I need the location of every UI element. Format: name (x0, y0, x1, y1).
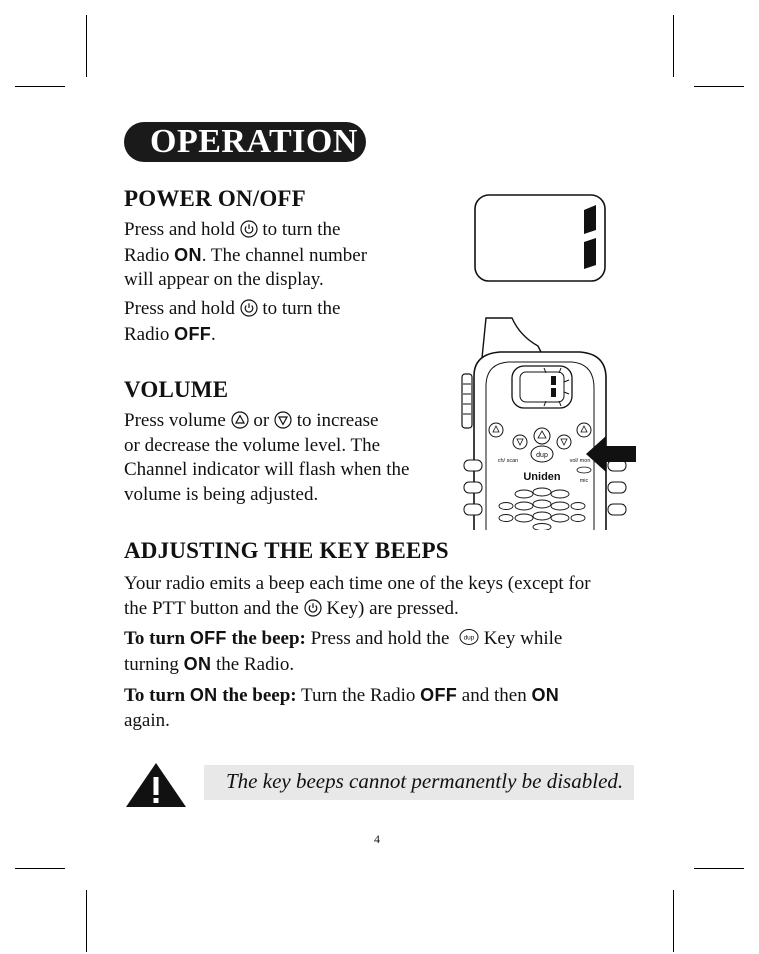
key-beeps-heading: ADJUSTING THE KEY BEEPS (124, 538, 449, 563)
svg-text:dup: dup (463, 634, 475, 642)
off-keyword: OFF (174, 323, 212, 344)
brand-logo: Uniden (523, 471, 561, 483)
volume-up-icon (231, 411, 249, 429)
page-number: 4 (374, 832, 380, 846)
turn-off-beep-paragraph: To turn OFF the beep: Press and hold the dup Key while turning ON the Radio. (124, 628, 563, 675)
ch-scan-label: ch/ scan (497, 458, 519, 464)
power-icon (240, 299, 258, 317)
volume-paragraph: Press volume or to increase or decrease the volume level. The Channel indicator will flash when the volume is being adjusted. (124, 410, 410, 505)
pointer-arrow-icon (586, 434, 638, 474)
volume-down-icon (274, 411, 292, 429)
vol-mon-label: vol/ mon (569, 458, 591, 464)
key-beeps-paragraph: Your radio emits a beep each time one of the keys (except for the PTT button and the Key) are pressed. (124, 573, 591, 619)
dup-key-icon (459, 628, 479, 646)
crop-mark (694, 868, 744, 869)
crop-mark (86, 890, 87, 952)
crop-mark (86, 15, 87, 77)
crop-mark (15, 868, 65, 869)
power-paragraph-1: Press and hold to turn the Radio ON. The channel number will appear on the display. (124, 219, 368, 290)
dup-key-label: dup (536, 452, 548, 459)
turn-off-beep-label: To turn OFF the beep: (124, 628, 306, 649)
section-title: OPERATION (124, 122, 366, 162)
note-box (204, 765, 634, 800)
on-keyword: ON (174, 244, 202, 265)
note-text: The key beeps cannot permanently be disabled. (226, 769, 624, 793)
turn-on-beep-label: To turn ON the beep: (124, 685, 297, 706)
radio-illustration (460, 316, 640, 530)
volume-heading: VOLUME (124, 377, 229, 402)
crop-mark (673, 890, 674, 952)
power-icon (304, 599, 322, 617)
power-heading: POWER ON/OFF (124, 186, 306, 211)
channel-display-illustration (474, 194, 606, 282)
caution-icon (124, 761, 188, 809)
power-icon (240, 220, 258, 238)
crop-mark (694, 86, 744, 87)
power-paragraph-2: Press and hold to turn the Radio OFF. (124, 298, 341, 345)
crop-mark (15, 86, 65, 87)
crop-mark (673, 15, 674, 77)
mic-label: mic (579, 478, 589, 484)
turn-on-beep-paragraph: To turn ON the beep: Turn the Radio OFF and then ON again. (124, 685, 560, 731)
